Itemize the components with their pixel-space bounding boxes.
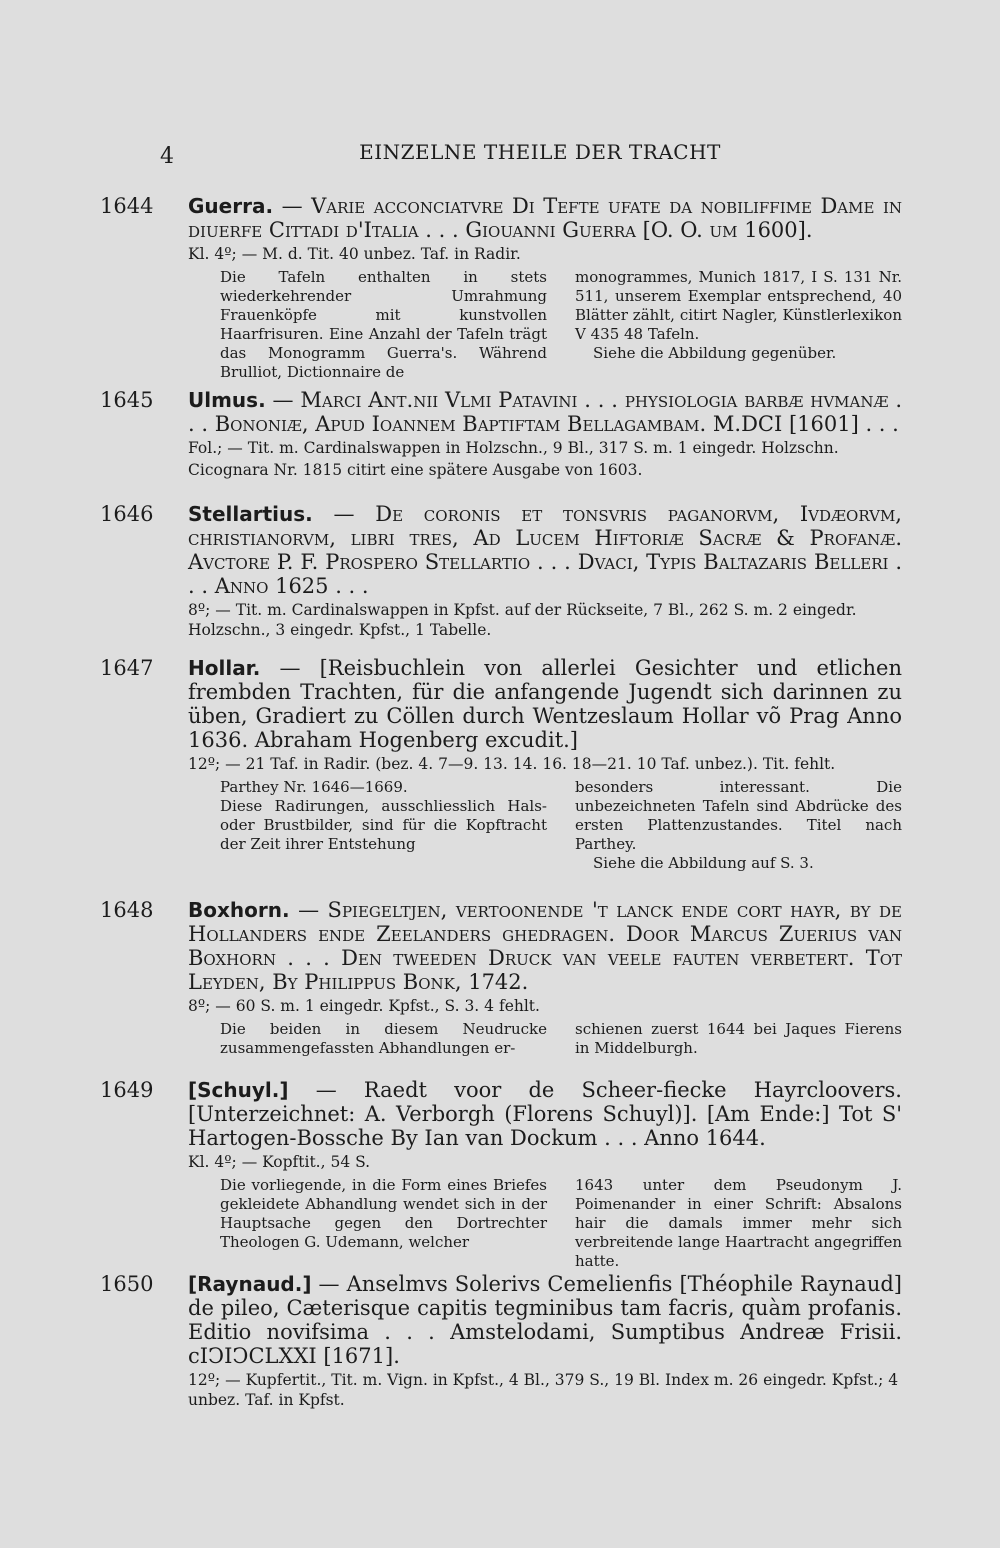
entry-number: 1645 bbox=[100, 388, 154, 412]
entry-number: 1646 bbox=[100, 502, 154, 526]
entry-number: 1649 bbox=[100, 1078, 154, 1102]
catalog-entry-1650 bbox=[100, 1272, 902, 1410]
note-right-2: Siehe die Abbildung gegenüber. bbox=[593, 344, 837, 362]
entry-notes bbox=[220, 1020, 902, 1058]
entry-title: — Raedt voor de Scheer-fiecke Hayrcloovers. [Unterzeichnet: A. Verborgh (Florens Schuyl)]. [Am Ende:] Tot S' Hartogen-Bossche By Ian van Dockum . . . Anno 1644. bbox=[188, 1078, 902, 1150]
note-left: Die beiden in diesem Neudrucke zusammengefassten Abhandlungen er- bbox=[220, 1020, 547, 1057]
entry-number: 1648 bbox=[100, 898, 154, 922]
entry-collation-2: Cicognara Nr. 1815 citirt eine spätere Ausgabe von 1603. bbox=[188, 461, 643, 479]
entry-title: — Spiegeltjen, vertoonende 't lanck ende cort hayr, by de Hollanders ende Zeelanders ghedragen. Door Marcus Zuerius van Boxhorn . . . Den tweeden Druck van veele fauten verbetert. Tot Leyden, By Philippus Bonk, 1742. bbox=[188, 898, 902, 994]
note-right: monogrammes, Munich 1817, I S. 131 Nr. 511, unserem Exemplar entsprechend, 40 Blätter zählt, citirt Nagler, Künstlerlexikon V 435 48 Tafeln. bbox=[575, 268, 902, 343]
catalog-entry-1649 bbox=[100, 1078, 902, 1271]
catalog-entry-1645 bbox=[100, 388, 902, 480]
note-right: 1643 unter dem Pseudonym J. Poimenander in einer Schrift: Absalons hair die damals immer mehr sich verbreitende lange Haartracht angegriffen hatte. bbox=[575, 1176, 902, 1270]
catalog-entry-1648 bbox=[100, 898, 902, 1058]
entry-notes bbox=[220, 1176, 902, 1271]
entry-collation: 8º; — 60 S. m. 1 eingedr. Kpfst., S. 3. 4 fehlt. bbox=[188, 997, 540, 1015]
page-number: 4 bbox=[160, 144, 175, 169]
entry-title: — Marci Ant.nii Vlmi Patavini . . . physiologia barbæ hvmanæ . . . Bononiæ, Apud Ioannem Baptiftam Bellagambam. M.DCI [1601] . . . bbox=[188, 388, 902, 436]
note-right-2: Siehe die Abbildung auf S. 3. bbox=[593, 854, 814, 872]
catalog-entry-1644 bbox=[100, 194, 902, 382]
entry-title: — Varie acconciatvre Di Tefte ufate da nobiliffime Dame in diuerfe Cittadi d'Italia . . . Giouanni Guerra [O. O. um 1600]. bbox=[188, 194, 902, 242]
entry-collation: Kl. 4º; — M. d. Tit. 40 unbez. Taf. in Radir. bbox=[188, 245, 521, 263]
entry-author: [Raynaud.] bbox=[188, 1272, 312, 1296]
note-right: schienen zuerst 1644 bei Jaques Fierens in Middelburgh. bbox=[575, 1020, 902, 1057]
entry-author: [Schuyl.] bbox=[188, 1078, 289, 1102]
entry-title: — [Reisbuchlein von allerlei Gesichter und etlichen frembden Trachten, für die anfangende Jugendt sich darinnen zu üben, Gradiert zu Cöllen durch Wentzeslaum Hollar võ Prag Anno 1636. Abraham Hogenberg excudit.] bbox=[188, 656, 902, 752]
entry-collation: 8º; — Tit. m. Cardinalswappen in Kpfst. auf der Rückseite, 7 Bl., 262 S. m. 2 eingedr. Holzschn., 3 eingedr. Kpfst., 1 Tabelle. bbox=[188, 601, 857, 639]
entry-title: — De coronis et tonsvris paganorvm, Ivdæorvm, christianorvm, libri tres, Ad Lucem Hiftoriæ Sacræ & Profanæ. Avctore P. F. Prospero Stellartio . . . Dvaci, Typis Baltazaris Belleri . . . Anno 1625 . . . bbox=[188, 502, 902, 598]
entry-author: Ulmus. bbox=[188, 388, 266, 412]
entry-title: — Anselmvs Solerivs Cemelienfis [Théophile Raynaud] de pileo, Cæterisque capitis tegminibus tam facris, quàm profanis. Editio novifsima . . . Amstelodami, Sumptibus Andreæ Frisii. cIↃIↃCLXXI [1671]. bbox=[188, 1272, 902, 1368]
entry-number: 1650 bbox=[100, 1272, 154, 1296]
entry-collation: 12º; — 21 Taf. in Radir. (bez. 4. 7—9. 13. 14. 16. 18—21. 10 Taf. unbez.). Tit. fehlt. bbox=[188, 755, 836, 773]
entry-collation: Fol.; — Tit. m. Cardinalswappen in Holzschn., 9 Bl., 317 S. m. 1 eingedr. Holzschn. bbox=[188, 439, 839, 457]
entry-number: 1644 bbox=[100, 194, 154, 218]
entry-collation: 12º; — Kupfertit., Tit. m. Vign. in Kpfst., 4 Bl., 379 S., 19 Bl. Index m. 26 eingedr. Kpfst.; 4 unbez. Taf. in Kpfst. bbox=[188, 1371, 899, 1409]
note-right: besonders interessant. Die unbezeichneten Tafeln sind Abdrücke des ersten Plattenzustandes. Titel nach Parthey. bbox=[575, 778, 902, 853]
catalog-entry-1646 bbox=[100, 502, 902, 640]
note-left: Parthey Nr. 1646—1669. bbox=[220, 778, 408, 796]
entry-collation: Kl. 4º; — Kopftit., 54 S. bbox=[188, 1153, 371, 1171]
catalog-entry-1647 bbox=[100, 656, 902, 873]
page-header-title: EINZELNE THEILE DER TRACHT bbox=[359, 140, 721, 164]
entry-number: 1647 bbox=[100, 656, 154, 680]
running-head bbox=[160, 140, 880, 169]
entry-author: Guerra. bbox=[188, 194, 274, 218]
note-left-2: Diese Radirungen, ausschliesslich Hals- oder Brustbilder, sind für die Kopftracht der Zeit ihrer Entstehung bbox=[220, 797, 547, 853]
entry-author: Hollar. bbox=[188, 656, 261, 680]
note-left: Die Tafeln enthalten in stets wiederkehrender Umrahmung Frauenköpfe mit kunstvollen Haarfrisuren. Eine Anzahl der Tafeln trägt das Monogramm Guerra's. Während Brulliot, Dictionnaire de bbox=[220, 268, 547, 381]
entry-notes bbox=[220, 778, 902, 873]
entry-author: Boxhorn. bbox=[188, 898, 290, 922]
entry-author: Stellartius. bbox=[188, 502, 313, 526]
entry-notes bbox=[220, 268, 902, 382]
note-left: Die vorliegende, in die Form eines Briefes gekleidete Abhandlung wendet sich in der Hauptsache gegen den Dortrechter Theologen G. Udemann, welcher bbox=[220, 1176, 547, 1251]
